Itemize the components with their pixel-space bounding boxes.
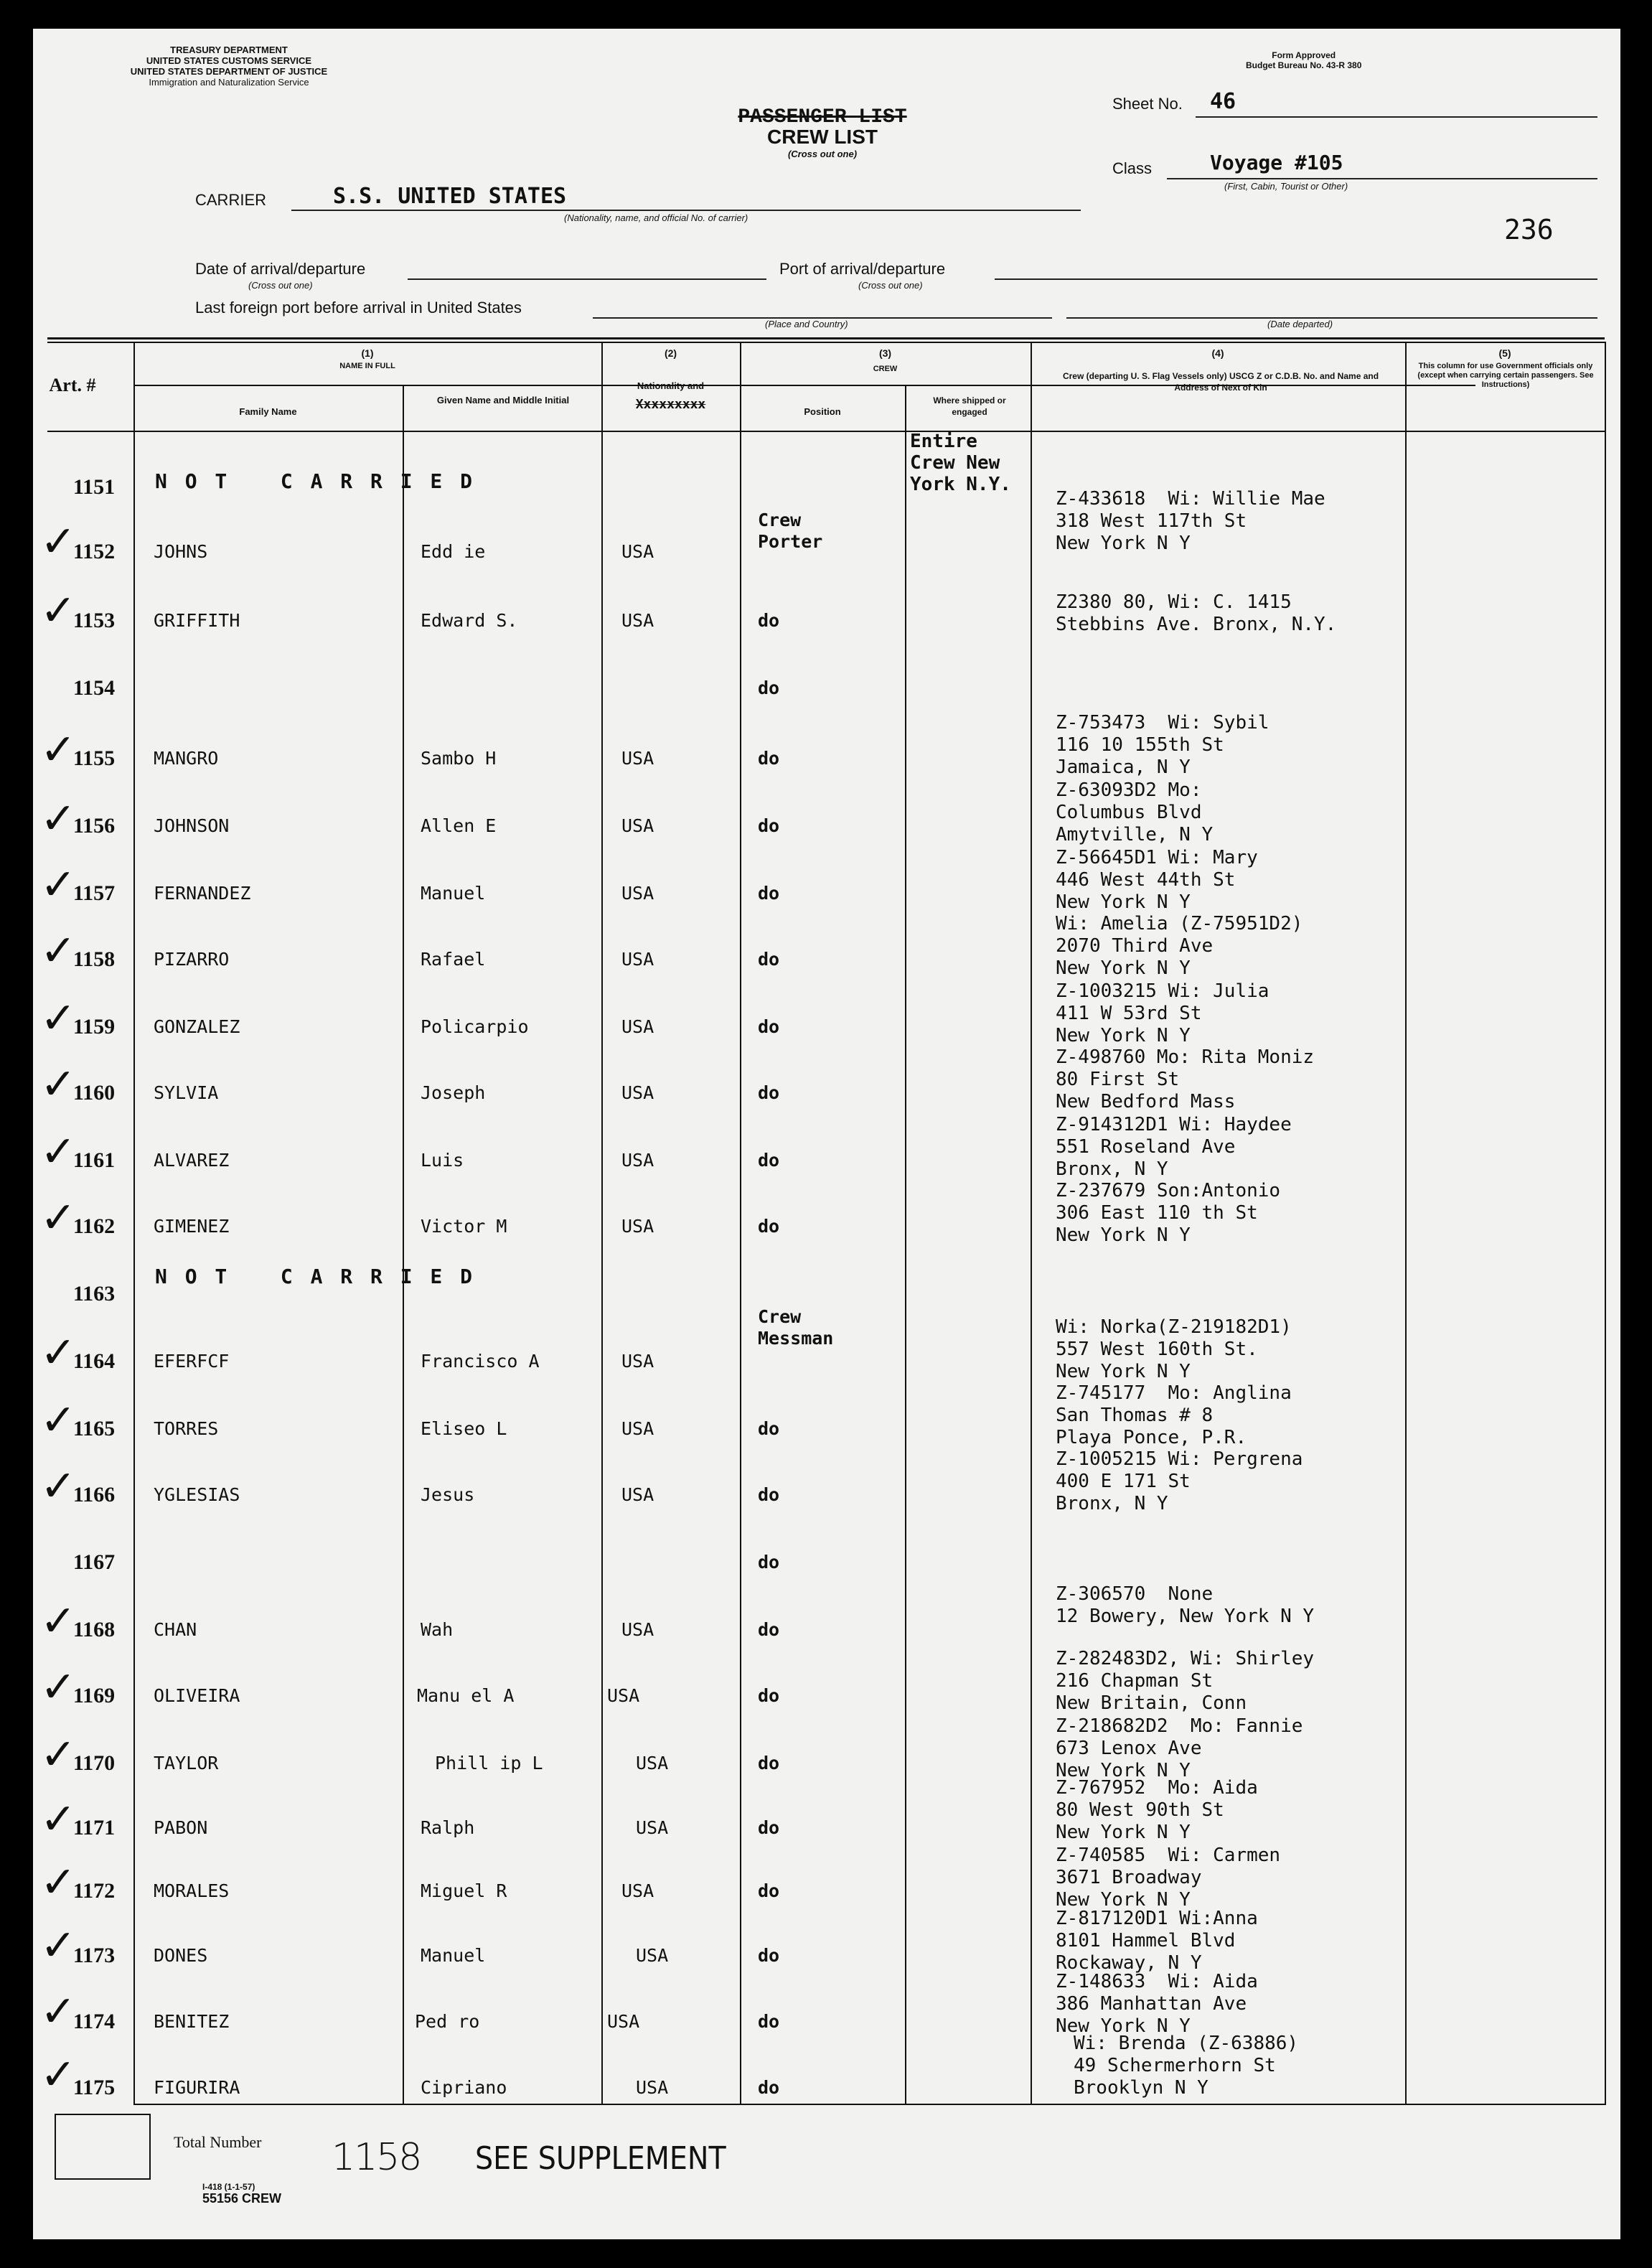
art-number: 1168 — [72, 1618, 116, 1641]
budget-bureau-number: Budget Bureau No. 43-R 380 — [1246, 60, 1362, 70]
art-number: 1170 — [72, 1751, 116, 1775]
col4-text: Crew (departing U. S. Flag Vessels only) USCG Z or C.D.B. No. and Name and Address of Next of Kin — [1062, 371, 1379, 393]
art-number: 1161 — [72, 1148, 116, 1172]
given-name: Manuel — [421, 1945, 486, 1966]
art-number: 1166 — [72, 1483, 116, 1506]
art-number: 1175 — [72, 2076, 116, 2099]
check-mark-icon: ✓ — [40, 993, 77, 1044]
position: do — [758, 1082, 780, 1103]
next-of-kin: Z2380 80, Wi: C. 1415 Stebbins Ave. Bronx, N.Y. — [1056, 591, 1337, 635]
given-name: Edd ie — [421, 541, 486, 562]
given-name: Jesus — [421, 1484, 475, 1505]
class-label: Class — [1112, 159, 1153, 177]
art-number: 1164 — [72, 1349, 116, 1373]
check-mark-icon: ✓ — [40, 1662, 77, 1712]
art-number: 1160 — [72, 1081, 116, 1105]
position: do — [758, 2011, 780, 2032]
carrier-label: CARRIER — [195, 191, 267, 209]
port-label: Port of arrival/departure — [779, 260, 946, 278]
family-name: BENITEZ — [154, 2011, 230, 2032]
header-bottom-rule — [47, 431, 1605, 432]
position: do — [758, 1016, 780, 1037]
document-page — [33, 29, 1620, 2239]
check-mark-icon: ✓ — [40, 1987, 77, 2037]
crew-code: 55156 CREW — [202, 2191, 282, 2206]
given-name: Edward S. — [421, 610, 518, 631]
art-number: 1165 — [72, 1417, 116, 1440]
next-of-kin: Z-1005215 Wi: Pergrena 400 E 171 St Bronx, N Y — [1056, 1448, 1303, 1514]
nationality: USA — [621, 1619, 654, 1640]
next-of-kin: Z-148633 Wi: Aida 386 Manhattan Ave New York N Y — [1056, 1971, 1258, 2037]
carrier-underline — [291, 210, 1081, 211]
col1-title: NAME IN FULL — [339, 362, 395, 370]
given-name: Cipriano — [421, 2077, 507, 2098]
nationality: USA — [621, 1082, 654, 1103]
page-number: 236 — [1504, 214, 1554, 245]
check-mark-icon: ✓ — [40, 1127, 77, 1177]
next-of-kin: Z-745177 Mo: Anglina San Thomas # 8 Playa Ponce, P.R. — [1056, 1382, 1292, 1448]
col-rule-family — [403, 385, 404, 2104]
agency-line: TREASURY DEPARTMENT — [170, 44, 288, 55]
check-mark-icon: ✓ — [40, 725, 77, 775]
agency-line: Immigration and Naturalization Service — [149, 77, 309, 88]
position: do — [758, 883, 780, 904]
art-number: 1154 — [72, 676, 116, 700]
next-of-kin: Z-498760 Mo: Rita Moniz 80 First St New Bedford Mass — [1056, 1046, 1315, 1112]
handwritten-total: 1158 — [332, 2136, 421, 2179]
next-of-kin: Z-218682D2 Mo: Fannie 673 Lenox Ave New York N Y — [1056, 1715, 1303, 1781]
art-number: 1156 — [72, 814, 116, 838]
next-of-kin: Z-767952 Mo: Aida 80 West 90th St New York N Y — [1056, 1777, 1258, 1843]
next-of-kin: Wi: Amelia (Z-75951D2) 2070 Third Ave New York N Y — [1056, 913, 1303, 979]
position: do — [758, 815, 780, 836]
position: do — [758, 610, 780, 631]
form-approved-label: Form Approved — [1272, 50, 1336, 60]
nationality: USA — [607, 1685, 640, 1706]
class-hint: (First, Cabin, Tourist or Other) — [1224, 181, 1348, 192]
check-mark-icon: ✓ — [40, 1395, 77, 1445]
position: do — [758, 1418, 780, 1439]
port-underline — [995, 278, 1597, 280]
given-name: Allen E — [421, 815, 497, 836]
check-mark-icon: ✓ — [40, 2050, 77, 2100]
family-name: TAYLOR — [154, 1753, 219, 1773]
position: do — [758, 678, 780, 698]
table-top-rule-2 — [47, 342, 1605, 343]
art-number: 1163 — [72, 1282, 116, 1306]
next-of-kin: Z-306570 None 12 Bowery, New York N Y — [1056, 1583, 1315, 1627]
check-mark-icon: ✓ — [40, 1596, 77, 1646]
col-rule-nat — [740, 342, 741, 2104]
agency-line: UNITED STATES CUSTOMS SERVICE — [146, 55, 312, 66]
given-name: Manu el A — [417, 1685, 515, 1706]
col-rule-pos — [905, 385, 906, 2104]
given-name: Sambo H — [421, 748, 497, 769]
next-of-kin: Z-63093D2 Mo: Columbus Blvd Amytville, N Y — [1056, 779, 1214, 845]
crew-header: CREW — [873, 365, 898, 373]
next-of-kin: Z-433618 Wi: Willie Mae 318 West 117th St New York N Y — [1056, 488, 1325, 554]
nationality: USA — [621, 1351, 654, 1372]
given-name: Francisco A — [421, 1351, 540, 1372]
family-name: GRIFFITH — [154, 610, 240, 631]
not-carried-1151: N O T C A R R I E D — [155, 469, 473, 493]
form-number: I-418 (1-1-57) — [202, 2182, 255, 2192]
family-name: FIGURIRA — [154, 2077, 240, 2098]
col1-number: (1) — [361, 347, 374, 359]
given-name: Policarpio — [421, 1016, 529, 1037]
art-number: 1152 — [72, 540, 116, 563]
place-hint: (Place and Country) — [765, 319, 848, 329]
given-header: Given Name and Middle Initial — [436, 395, 570, 406]
sheet-underline — [1196, 116, 1597, 118]
family-name: FERNANDEZ — [154, 883, 251, 904]
nationality: USA — [621, 1216, 654, 1237]
position: do — [758, 1945, 780, 1966]
next-of-kin: Z-753473 Wi: Sybil 116 10 155th St Jamaica, N Y — [1056, 712, 1269, 778]
total-number-box — [55, 2114, 151, 2180]
position: do — [758, 1619, 780, 1640]
where-header: Where shipped or engaged — [933, 395, 1006, 417]
col5-text: This column for use Government officials only (except when carrying certain passengers. See Instructions) — [1417, 362, 1594, 389]
given-name: Victor M — [421, 1216, 507, 1237]
not-carried-1163: N O T C A R R I E D — [155, 1265, 473, 1288]
nationality: USA — [621, 541, 654, 562]
check-mark-icon: ✓ — [40, 1921, 77, 1971]
given-name: Manuel — [421, 883, 486, 904]
col4-number: (4) — [1211, 347, 1224, 359]
position: Crew Messman — [758, 1306, 834, 1349]
art-number: 1158 — [72, 947, 116, 971]
family-name: GIMENEZ — [154, 1216, 230, 1237]
family-name: CHAN — [154, 1619, 197, 1640]
nationality: USA — [621, 883, 654, 904]
struck-header: Xxxxxxxxx — [635, 397, 706, 412]
nationality: USA — [621, 748, 654, 769]
art-number: 1153 — [72, 609, 116, 632]
next-of-kin: Z-740585 Wi: Carmen 3671 Broadway New York N Y — [1056, 1845, 1281, 1911]
family-name: EFERFCF — [154, 1351, 230, 1372]
position: do — [758, 1880, 780, 1901]
family-header: Family Name — [239, 406, 297, 417]
next-of-kin: Z-914312D1 Wi: Haydee 551 Roseland Ave Bronx, N Y — [1056, 1114, 1292, 1180]
check-mark-icon: ✓ — [40, 1193, 77, 1243]
given-name: Wah — [421, 1619, 454, 1640]
family-name: TORRES — [154, 1418, 219, 1439]
position: do — [758, 1552, 780, 1573]
nationality: USA — [607, 2011, 640, 2032]
check-mark-icon: ✓ — [40, 926, 77, 976]
art-number: 1159 — [72, 1015, 116, 1039]
nationality: USA — [636, 2077, 669, 2098]
next-of-kin: Z-1003215 Wi: Julia 411 W 53rd St New York N Y — [1056, 980, 1269, 1046]
date-label: Date of arrival/departure — [195, 260, 366, 278]
art-number: 1174 — [72, 2010, 116, 2033]
family-name: SYLVIA — [154, 1082, 219, 1103]
sheet-number: 46 — [1210, 89, 1236, 114]
art-number: 1155 — [72, 746, 116, 770]
given-name: Joseph — [421, 1082, 486, 1103]
where-engaged: Entire Crew New York N.Y. — [910, 431, 1011, 495]
family-name: JOHNS — [154, 541, 208, 562]
col-rule-art — [133, 342, 135, 2104]
given-name: Miguel R — [421, 1880, 507, 1901]
carrier-hint: (Nationality, name, and official No. of carrier) — [564, 212, 748, 223]
art-number: 1167 — [72, 1550, 116, 1574]
given-name: Rafael — [421, 949, 486, 970]
date-cross-out-hint: (Cross out one) — [248, 280, 313, 291]
art-number: 1169 — [72, 1684, 116, 1707]
nationality: USA — [636, 1753, 669, 1773]
nationality: USA — [621, 1484, 654, 1505]
check-mark-icon: ✓ — [40, 1461, 77, 1512]
art-number: 1172 — [72, 1879, 116, 1903]
nationality: USA — [621, 1880, 654, 1901]
list-title — [679, 106, 966, 159]
table-bottom-rule — [133, 2104, 1606, 2105]
port-cross-out-hint: (Cross out one) — [858, 280, 923, 291]
crew-list-title: CREW LIST — [767, 126, 878, 148]
nationality: USA — [636, 1945, 669, 1966]
position: do — [758, 1753, 780, 1773]
check-mark-icon: ✓ — [40, 1794, 77, 1845]
position: Crew Porter — [758, 510, 823, 552]
date-underline — [408, 278, 766, 280]
family-name: PABON — [154, 1817, 208, 1838]
family-name: ALVAREZ — [154, 1150, 230, 1171]
given-name: Eliseo L — [421, 1418, 507, 1439]
class-value: Voyage #105 — [1210, 151, 1343, 174]
position: do — [758, 1817, 780, 1838]
nationality: USA — [621, 949, 654, 970]
position: do — [758, 1685, 780, 1706]
family-name: OLIVEIRA — [154, 1685, 240, 1706]
art-number: 1173 — [72, 1944, 116, 1967]
position: do — [758, 1484, 780, 1505]
next-of-kin: Z-56645D1 Wi: Mary 446 West 44th St New York N Y — [1056, 847, 1258, 913]
form-approval — [1246, 50, 1361, 70]
total-number-label: Total Number — [174, 2133, 262, 2151]
position-header: Position — [804, 406, 841, 417]
check-mark-icon: ✓ — [40, 1059, 77, 1110]
date-departed-hint: (Date departed) — [1267, 319, 1333, 329]
given-name: Ped ro — [415, 2011, 480, 2032]
position: do — [758, 1216, 780, 1237]
family-name: YGLESIAS — [154, 1484, 240, 1505]
table-top-rule — [47, 337, 1605, 339]
nationality: USA — [621, 1150, 654, 1171]
col-rule-kin — [1405, 342, 1407, 2104]
position: do — [758, 949, 780, 970]
agency-line: UNITED STATES DEPARTMENT OF JUSTICE — [130, 66, 328, 77]
nationality: USA — [636, 1817, 669, 1838]
position: do — [758, 1150, 780, 1171]
nationality: USA — [621, 1418, 654, 1439]
check-mark-icon: ✓ — [40, 860, 77, 910]
carrier-value: S.S. UNITED STATES — [333, 184, 567, 209]
last-port-label: Last foreign port before arrival in United States — [195, 299, 522, 317]
family-name: GONZALEZ — [154, 1016, 240, 1037]
col3-number: (3) — [878, 347, 892, 359]
col2-number: (2) — [664, 347, 677, 359]
check-mark-icon: ✓ — [40, 1730, 77, 1780]
art-number: 1157 — [72, 881, 116, 905]
given-name: Ralph — [421, 1817, 475, 1838]
position: do — [758, 748, 780, 769]
next-of-kin: Z-817120D1 Wi:Anna 8101 Hammel Blvd Rockaway, N Y — [1056, 1908, 1258, 1974]
check-mark-icon: ✓ — [40, 794, 77, 844]
next-of-kin: Z-282483D2, Wi: Shirley 216 Chapman St New Britain, Conn — [1056, 1648, 1315, 1714]
nationality: USA — [621, 815, 654, 836]
col-rule-right — [1605, 342, 1606, 2104]
given-name: Phill ip L — [435, 1753, 543, 1773]
next-of-kin: Wi: Norka(Z-219182D1) 557 West 160th St. New York N Y — [1056, 1316, 1292, 1382]
family-name: MORALES — [154, 1880, 230, 1901]
check-mark-icon: ✓ — [40, 586, 77, 636]
check-mark-icon: ✓ — [40, 1857, 77, 1908]
family-name: MANGRO — [154, 748, 219, 769]
col-rule-given — [601, 342, 603, 2104]
family-name: DONES — [154, 1945, 208, 1966]
check-mark-icon: ✓ — [40, 1328, 77, 1378]
given-name: Luis — [421, 1150, 464, 1171]
next-of-kin: Z-237679 Son:Antonio 306 East 110 th St New York N Y — [1056, 1180, 1281, 1246]
family-name: PIZARRO — [154, 949, 230, 970]
sheet-label: Sheet No. — [1112, 95, 1183, 113]
art-header: Art. # — [49, 375, 96, 395]
col5-number: (5) — [1498, 347, 1511, 359]
nationality: USA — [621, 610, 654, 631]
art-number: 1171 — [72, 1816, 116, 1840]
next-of-kin: Wi: Brenda (Z-63886) 49 Schermerhorn St Brooklyn N Y — [1074, 2033, 1299, 2099]
see-supplement-note: SEE SUPPLEMENT — [475, 2140, 726, 2177]
check-mark-icon: ✓ — [40, 517, 77, 567]
col-rule-where — [1031, 342, 1032, 2104]
class-underline — [1167, 178, 1597, 179]
position: do — [758, 2077, 780, 2098]
family-name: JOHNSON — [154, 815, 230, 836]
art-number: 1151 — [72, 475, 116, 499]
struck-title: PASSENGER LIST — [738, 106, 907, 128]
nationality-header: Nationality and — [637, 380, 705, 391]
art-number: 1162 — [72, 1214, 116, 1238]
agency-header — [75, 44, 383, 88]
cross-out-hint: (Cross out one) — [787, 149, 858, 159]
nationality: USA — [621, 1016, 654, 1037]
